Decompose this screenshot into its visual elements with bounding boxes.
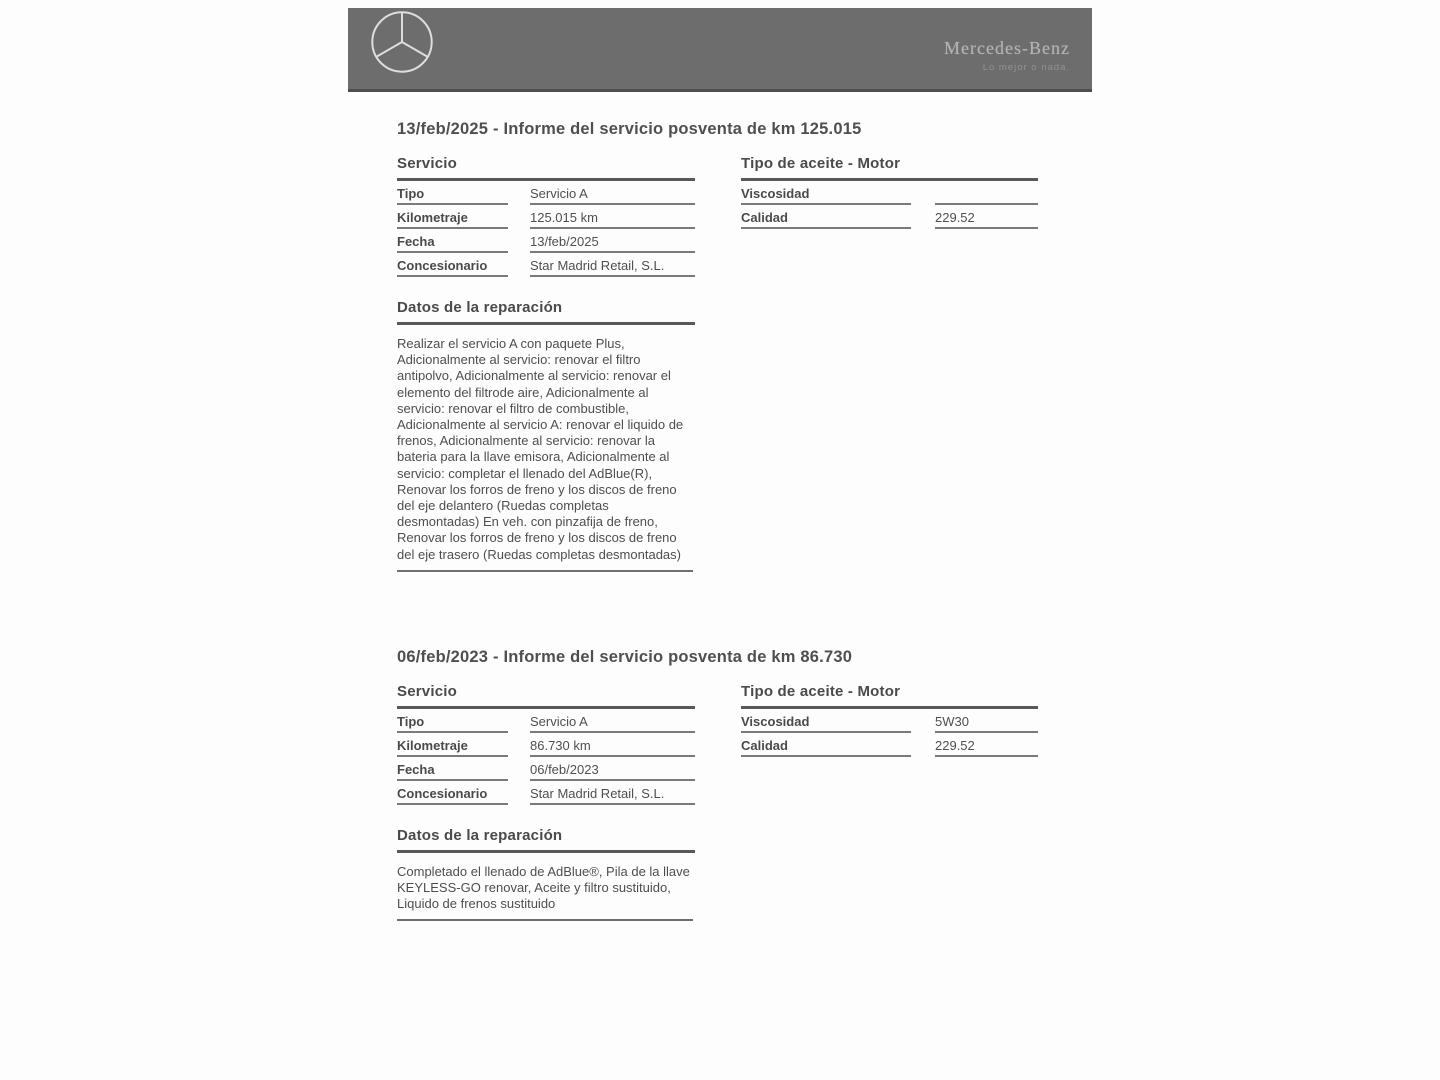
- table-row: [741, 709, 1038, 733]
- row-label: Fecha: [397, 229, 508, 253]
- row-label: Tipo: [397, 181, 508, 205]
- row-label: Tipo: [397, 709, 508, 733]
- row-label: Calidad: [741, 205, 911, 229]
- row-label: Viscosidad: [741, 709, 911, 733]
- row-label: Viscosidad: [741, 181, 911, 205]
- table-row: [397, 781, 695, 805]
- table-row: [397, 709, 695, 733]
- row-value: 86.730 km: [530, 733, 695, 757]
- service-heading: Servicio: [397, 683, 695, 709]
- table-row: [397, 181, 695, 205]
- row-label: Concesionario: [397, 253, 508, 277]
- service-table: [397, 709, 695, 805]
- repair-text: Realizar el servicio A con paquete Plus, Adicionalmente al servicio: renovar el filtro antipolvo, Adicionalmente al servicio: renovar el elemento del filtrode aire, Adicionalmente al servicio: renovar el filtro de combustible, Adicionalmente al servicio A: renovar el liquido de frenos, Adicionalmente al servicio: renovar la bateria para la llave emisora, Adicionalmente al servicio: completar el llenado del AdBlue(R), Renovar los forros de freno y los discos de freno del eje delantero (Ruedas completas desmontadas) En veh. con pinzafija de freno, Renovar los forros de freno y los discos de freno del eje trasero (Ruedas completas desmontadas): [397, 336, 693, 572]
- table-row: [741, 181, 1038, 205]
- report-section-2025: [348, 120, 1092, 572]
- row-value: 06/feb/2023: [530, 757, 695, 781]
- report-title: 06/feb/2023 - Informe del servicio posventa de km 86.730: [397, 647, 853, 666]
- oil-table: [741, 709, 1038, 757]
- service-table: [397, 181, 695, 277]
- report-section-2023: [348, 648, 1092, 922]
- row-label: Kilometraje: [397, 733, 508, 757]
- brand-wordmark: Mercedes-Benz: [944, 38, 1070, 58]
- repair-data-block: [397, 827, 695, 922]
- row-label: Concesionario: [397, 781, 508, 805]
- brand-tagline: Lo mejor o nada.: [982, 62, 1070, 73]
- repair-text: Completado el llenado de AdBlue®, Pila de la llave KEYLESS-GO renovar, Aceite y filtro sustituido, Liquido de frenos sustituido: [397, 864, 693, 922]
- report-tables: [397, 683, 1038, 805]
- row-value: Star Madrid Retail, S.L.: [530, 253, 695, 277]
- repair-data-block: [397, 299, 695, 572]
- row-label: Kilometraje: [397, 205, 508, 229]
- header-bar: [348, 8, 1092, 92]
- service-heading: Servicio: [397, 155, 695, 181]
- row-label: Calidad: [741, 733, 911, 757]
- row-value: 125.015 km: [530, 205, 695, 229]
- row-value: Star Madrid Retail, S.L.: [530, 781, 695, 805]
- row-value: 13/feb/2025: [530, 229, 695, 253]
- row-value: 229.52: [935, 733, 1038, 757]
- oil-heading: Tipo de aceite - Motor: [741, 155, 1038, 181]
- report-title: 13/feb/2025 - Informe del servicio posventa de km 125.015: [397, 120, 862, 138]
- mercedes-star-icon: [369, 9, 435, 75]
- row-value: Servicio A: [530, 709, 695, 733]
- table-row: [397, 205, 695, 229]
- report-tables: [397, 155, 1038, 277]
- row-value: [935, 181, 1038, 205]
- table-row: [397, 253, 695, 277]
- row-value: Servicio A: [530, 181, 695, 205]
- section-spacer: [348, 572, 1092, 620]
- table-row: [397, 733, 695, 757]
- table-row: [741, 733, 1038, 757]
- table-row: [741, 205, 1038, 229]
- table-row: [397, 757, 695, 781]
- oil-table: [741, 181, 1038, 229]
- service-report-document: [348, 8, 1092, 921]
- service-table-column: [397, 683, 695, 805]
- repair-heading: Datos de la reparación: [397, 299, 695, 325]
- repair-heading: Datos de la reparación: [397, 827, 695, 853]
- table-row: [397, 229, 695, 253]
- oil-table-column: [741, 155, 1038, 229]
- oil-table-column: [741, 683, 1038, 757]
- service-table-column: [397, 155, 695, 277]
- row-value: 5W30: [935, 709, 1038, 733]
- row-label: Fecha: [397, 757, 508, 781]
- row-value: 229.52: [935, 205, 1038, 229]
- oil-heading: Tipo de aceite - Motor: [741, 683, 1038, 709]
- brand-block: [944, 38, 1070, 73]
